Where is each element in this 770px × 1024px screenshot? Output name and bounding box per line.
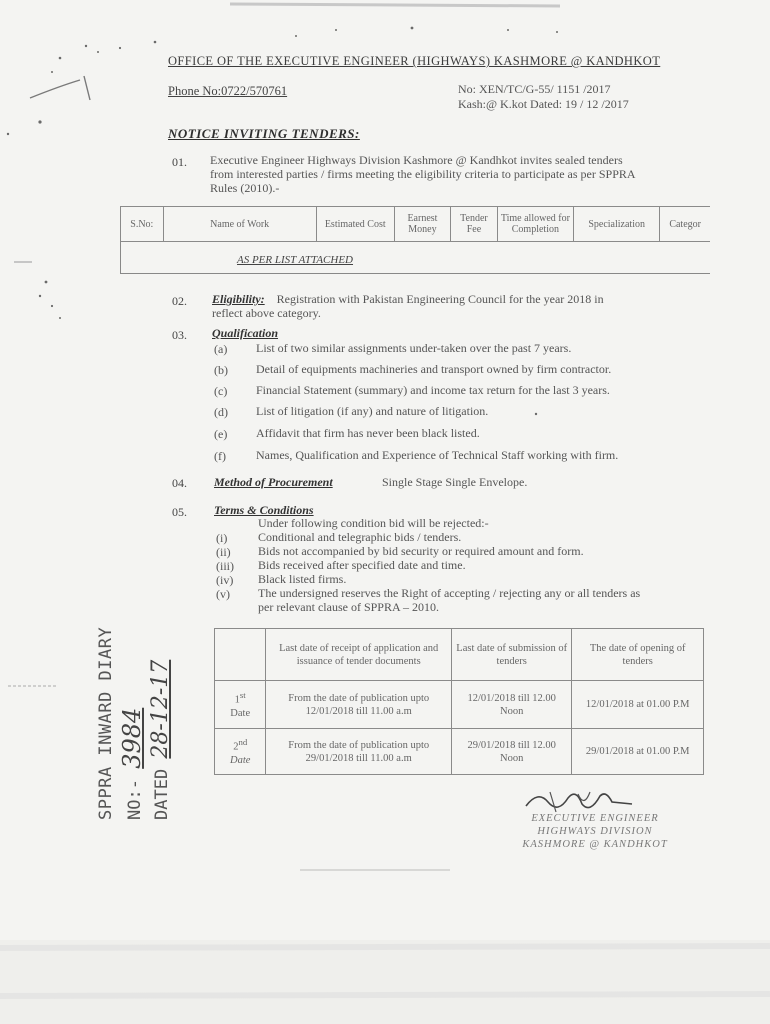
qualification-letter-e: (e) xyxy=(214,427,228,441)
works-header-name: Name of Work xyxy=(163,207,316,242)
terms-letter-ii: (ii) xyxy=(216,545,231,559)
schedule-header-receipt: Last date of receipt of application and issuance of tender documents xyxy=(266,629,452,681)
qualification-item-c: Financial Statement (summary) and income tax return for the last 3 years. xyxy=(256,383,610,397)
works-header-earnest-money: Earnest Money xyxy=(394,207,450,242)
row-first-sup: st xyxy=(239,690,246,701)
qualification-item-d: List of litigation (if any) and nature of litigation. xyxy=(256,404,489,418)
works-header-sno: S.No: xyxy=(121,207,164,242)
qualification-letter-a: (a) xyxy=(214,342,228,356)
list-attached-note: AS PER LIST ATTACHED xyxy=(236,254,354,266)
office-heading: OFFICE OF THE EXECUTIVE ENGINEER (HIGHWAYS) KASHMORE @ KANDHKOT xyxy=(168,54,661,68)
schedule-row-first-receipt: From the date of publication upto 12/01/2018 till 11.00 a.m xyxy=(266,681,452,729)
qualification-letter-f: (f) xyxy=(214,449,226,463)
para-05-number: 05. xyxy=(172,505,187,519)
works-header-tender-fee: Tender Fee xyxy=(451,207,498,242)
para-01-line-3: Rules (2010).- xyxy=(210,181,280,195)
works-table xyxy=(120,206,710,242)
reference-number: No: XEN/TC/G-55/ 1151 /2017 xyxy=(458,82,611,96)
terms-item-v: The undersigned reserves the Right of accepting / rejecting any or all tenders as xyxy=(258,586,641,600)
para-03-number: 03. xyxy=(172,328,187,342)
phone-number: Phone No:0722/570761 xyxy=(168,84,288,98)
terms-letter-v: (v) xyxy=(216,587,230,601)
notice-title: NOTICE INVITING TENDERS: xyxy=(168,126,360,141)
para-02-number: 02. xyxy=(172,294,187,308)
works-header-category: Categor xyxy=(660,207,710,242)
schedule-table xyxy=(214,628,704,775)
terms-intro: Under following condition bid will be rejected:- xyxy=(258,516,489,530)
para-01-number: 01. xyxy=(172,155,187,169)
works-header-time-allowed: Time allowed for Completion xyxy=(497,207,573,242)
schedule-row-second xyxy=(215,729,704,775)
schedule-row-second-opening: 29/01/2018 at 01.00 P.M xyxy=(572,729,704,775)
stamp-no-label: NO:- xyxy=(125,779,145,820)
schedule-row-second-submission: 29/01/2018 till 12.00 Noon xyxy=(452,729,572,775)
terms-item-i: Conditional and telegraphic bids / tenders. xyxy=(258,530,462,544)
schedule-row-first-opening: 12/01/2018 at 01.00 P.M xyxy=(572,681,704,729)
qualification-letter-c: (c) xyxy=(214,384,228,398)
row-first-num: 1 xyxy=(234,694,240,706)
terms-item-iii: Bids received after specified date and time. xyxy=(258,558,466,572)
works-table-header-row xyxy=(121,207,711,242)
works-header-estimated-cost: Estimated Cost xyxy=(316,207,394,242)
schedule-header-row xyxy=(215,629,704,681)
schedule-header-opening: The date of opening of tenders xyxy=(572,629,704,681)
qualification-item-b: Detail of equipments machineries and transport owned by firm contractor. xyxy=(256,362,612,376)
para-02-text xyxy=(212,292,682,320)
schedule-row-first-submission: 12/01/2018 till 12.00 Noon xyxy=(452,681,572,729)
procurement-heading: Method of Procurement xyxy=(214,475,333,489)
qualification-item-e: Affidavit that firm has never been black listed. xyxy=(256,426,480,440)
para-01-line-1: Executive Engineer Highways Division Kashmore @ Kandhkot invites sealed tenders xyxy=(210,153,623,167)
stamp-date: 28-12-17 xyxy=(148,659,173,759)
terms-letter-iv: (iv) xyxy=(216,573,234,587)
para-01-text xyxy=(210,153,636,195)
signature-block xyxy=(510,812,680,851)
procurement-method: Single Stage Single Envelope. xyxy=(382,475,528,489)
row-second-word: Date xyxy=(229,754,251,766)
para-04-number: 04. xyxy=(172,476,187,490)
para-01-line-2: from interested parties / firms meeting the eligibility criteria to participate as per SPPRA xyxy=(210,167,636,181)
stamp-title: SPPRA INWARD DIARY xyxy=(96,626,116,820)
qualification-item-f: Names, Qualification and Experience of Technical Staff working with firm. xyxy=(256,448,619,462)
schedule-row-second-receipt: From the date of publication upto 29/01/2018 till 11.00 a.m xyxy=(266,729,452,775)
eligibility-heading: Eligibility: xyxy=(212,292,265,306)
stamp-dated-label: DATED xyxy=(152,768,172,820)
row-first-word: Date xyxy=(230,707,251,719)
schedule-row-second-label xyxy=(215,729,266,775)
qualification-heading: Qualification xyxy=(212,326,279,340)
qualification-item-a: List of two similar assignments under-taken over the past 7 years. xyxy=(256,341,572,355)
terms-item-iv: Black listed firms. xyxy=(258,572,347,586)
row-second-num: 2 xyxy=(233,741,239,753)
schedule-header-submission: Last date of submission of tenders xyxy=(452,629,572,681)
works-header-specialization: Specialization xyxy=(574,207,660,242)
reference-block xyxy=(458,82,629,112)
stamp-number: 3984 xyxy=(118,707,146,769)
schedule-row-first-label xyxy=(215,681,266,729)
signature-title: EXECUTIVE ENGINEER xyxy=(531,813,659,824)
signature-division: HIGHWAYS DIVISION xyxy=(537,826,653,837)
reference-date: Kash:@ K.kot Dated: 19 / 12 /2017 xyxy=(458,97,629,111)
row-second-sup: nd xyxy=(238,737,248,748)
terms-letter-iii: (iii) xyxy=(216,559,234,573)
terms-item-ii: Bids not accompanied by bid security or required amount and form. xyxy=(258,544,584,558)
qualification-letter-d: (d) xyxy=(214,405,228,419)
terms-letter-i: (i) xyxy=(216,531,228,545)
eligibility-line-2: reflect above category. xyxy=(212,306,321,320)
inward-diary-stamp xyxy=(96,626,173,820)
terms-heading: Terms & Conditions xyxy=(214,503,314,517)
eligibility-line-1: Registration with Pakistan Engineering Council for the year 2018 in xyxy=(276,292,604,306)
schedule-row-first xyxy=(215,681,704,729)
schedule-header-blank xyxy=(215,629,266,681)
terms-item-v-continued: per relevant clause of SPPRA – 2010. xyxy=(258,600,439,614)
qualification-letter-b: (b) xyxy=(214,363,228,377)
signature-location: KASHMORE @ KANDHKOT xyxy=(522,839,668,850)
